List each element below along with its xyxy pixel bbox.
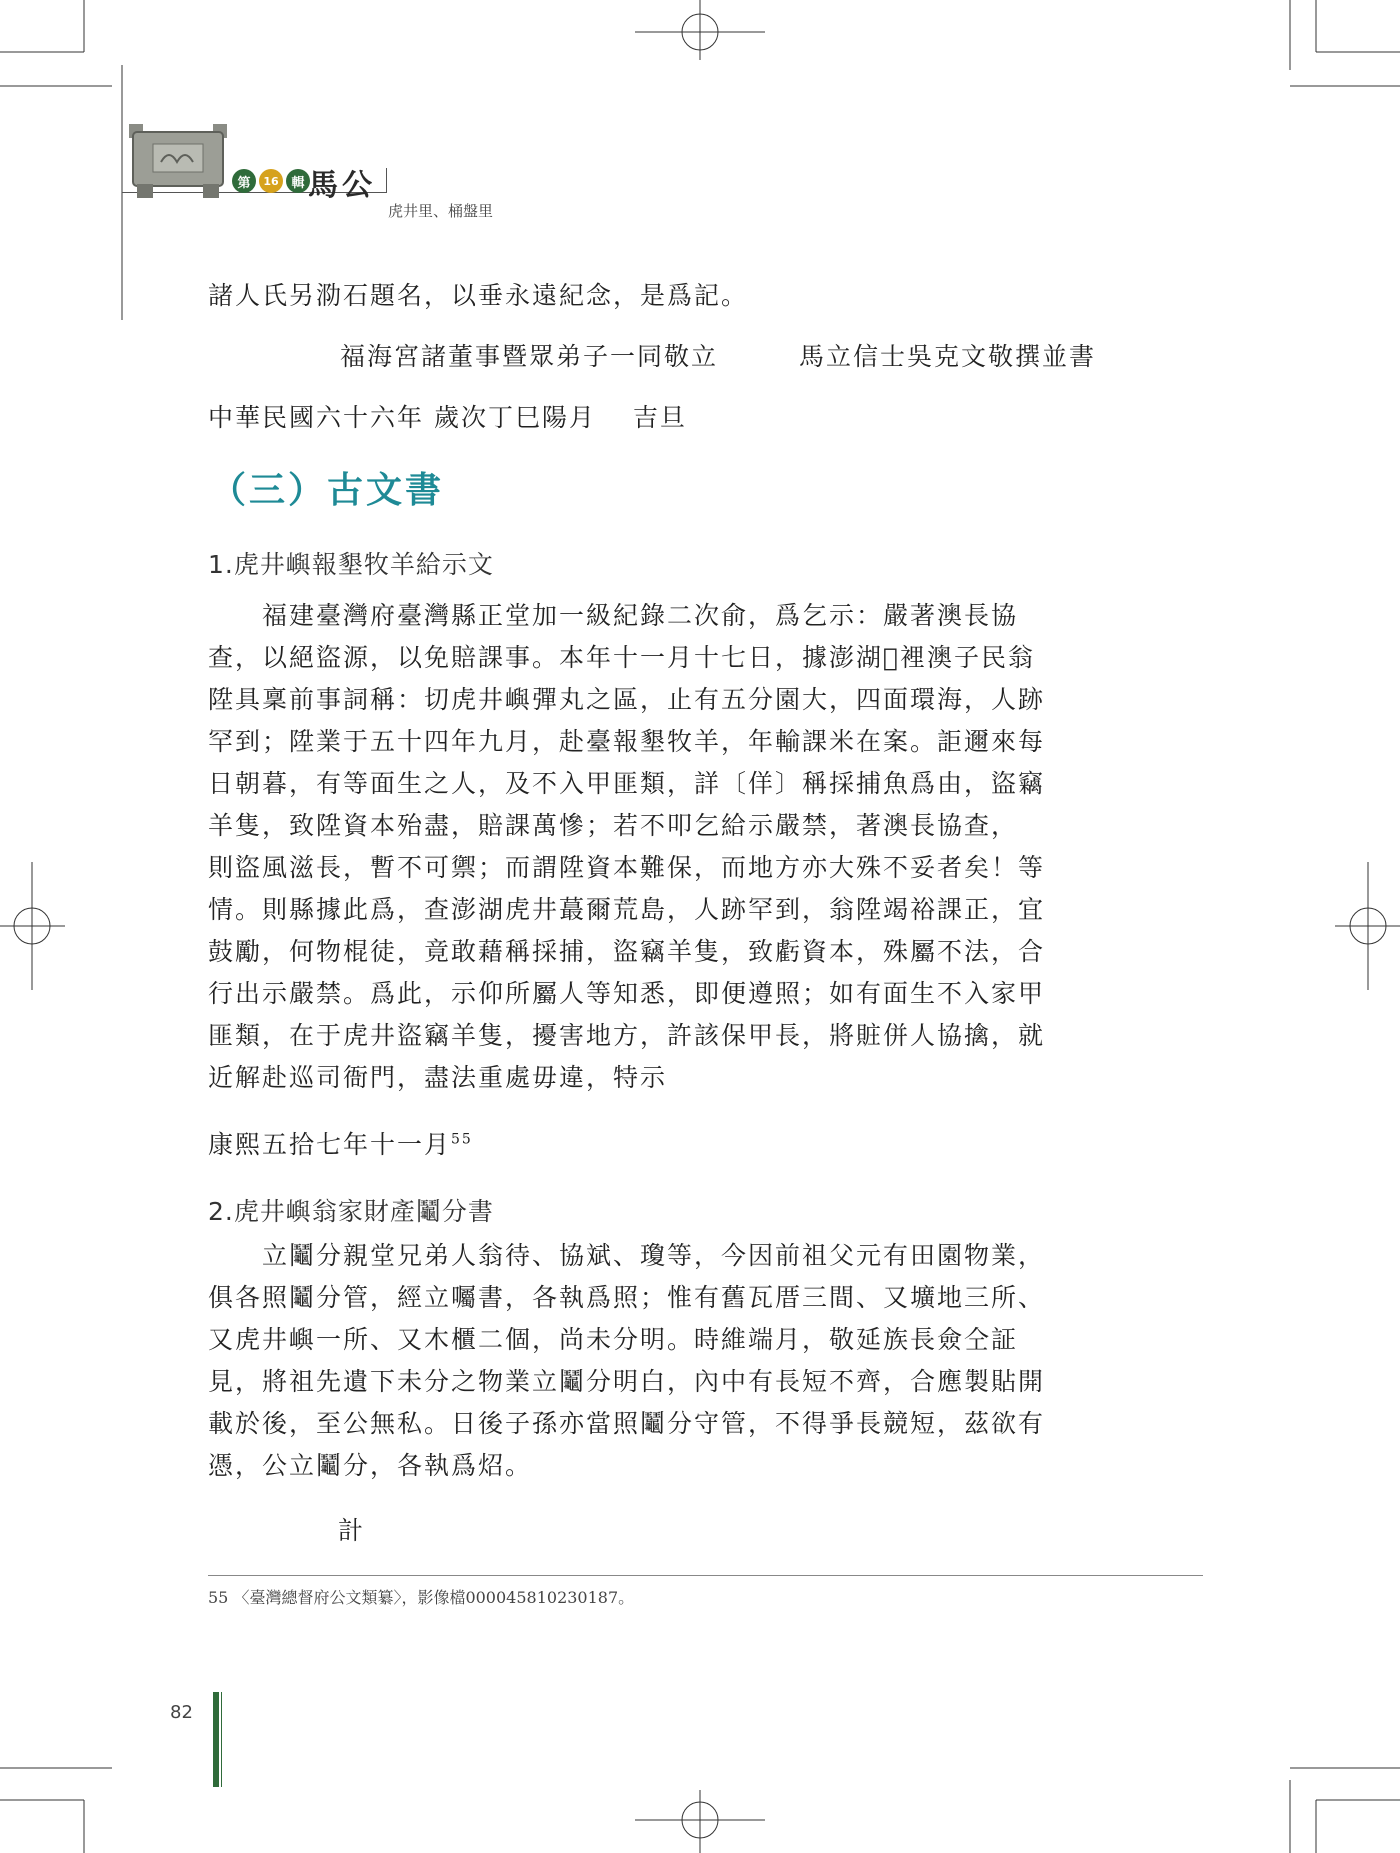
section-title: （三）古文書 [210,470,445,511]
footnote-rule [208,1575,1203,1576]
series-prefix-badge: 第 [232,169,256,193]
doc1-date-text: 康熙五拾七年十一月 [208,1130,452,1159]
doc2-line: 見，將祖先遺下未分之物業立鬮分明白，內中有長短不齊，合應製貼開 [208,1367,1046,1396]
doc1-line: 福建臺灣府臺灣縣正堂加一級紀錄二次俞，爲乞示：嚴著澳長協 [208,601,1019,630]
doc2-line: 又虎井嶼一所、又木櫃二個，尚未分明。時維端月，敬延族長僉仝証 [208,1325,1019,1354]
bronze-vessel-icon [125,122,231,200]
series-number-badge: 16 [259,169,283,193]
doc2-tally: 計 [338,1516,366,1545]
doc2-line: 俱各照鬮分管，經立囑書，各執爲照；惟有舊瓦厝三間、又壙地三所、 [208,1283,1046,1312]
series-suffix-badge: 輯 [286,169,310,193]
header-subtitle: 虎井里、桶盤里 [388,202,494,220]
page-bar-accent [213,1692,219,1787]
doc1-line: 羊隻，致陞資本殆盡，賠課萬慘；若不叩乞給示嚴禁，著澳長協查， [208,811,1019,840]
doc1-date [208,1124,473,1166]
doc1-line: 匪類，在于虎井盜竊羊隻，擾害地方，許該保甲長，將賍併人協擒，就 [208,1021,1046,1050]
doc1-line: 鼓勵，何物棍徒，竟敢藉稱採捕，盜竊羊隻，致虧資本，殊屬不法，合 [208,937,1046,966]
inscription-date: 中華民國六十六年 歲次丁巳陽月 吉旦 [208,403,687,432]
doc2-body [208,1235,1198,1487]
doc2-line: 憑，公立鬮分，各執爲炤。 [208,1451,533,1480]
inscription-signatories: 福海宮諸董事暨眾弟子一同敬立 馬立信士吳克文敬撰並書 [340,342,1097,371]
doc2-line: 載於後，至公無私。日後子孫亦當照鬮分守管，不得爭長競短，茲欲有 [208,1409,1046,1438]
footnote-text: 55 〈臺灣總督府公文類纂〉，影像檔000045810230187。 [208,1588,635,1607]
doc1-line: 日朝暮，有等面生之人，及不入甲匪類，詳〔佯〕稱採捕魚爲由，盜竊 [208,769,1046,798]
doc2-line: 立鬮分親堂兄弟人翁待、協斌、瓊等，今因前祖父元有田園物業， [208,1241,1046,1270]
doc1-line: 近解赴巡司衙門，盡法重處毋違，特示 [208,1063,668,1092]
doc1-line: 罕到；陞業于五十四年九月，赴臺報墾牧羊，年輸課米在案。詎邇來每 [208,727,1046,756]
footnote-ref[interactable]: 55 [451,1131,473,1148]
book-title: 馬公 [308,168,376,203]
doc1-body [208,595,1198,1099]
doc1-line: 則盜風滋長，暫不可禦；而謂陞資本難保，而地方亦大殊不妥者矣！等 [208,853,1046,882]
doc1-line: 陞具稟前事詞稱：切虎井嶼彈丸之區，止有五分園大，四面環海，人跡 [208,685,1046,714]
doc1-line: 查，以絕盜源，以免賠課事。本年十一月十七日，據澎湖𡶛裡澳子民翁 [208,643,1036,672]
series-badge [232,168,310,194]
doc1-title: 1.虎井嶼報墾牧羊給示文 [208,550,494,579]
doc1-line: 情。則縣據此爲，查澎湖虎井蕞爾荒島，人跡罕到，翁陞竭裕課正，宜 [208,895,1046,924]
page-number: 82 [170,1702,193,1723]
doc2-title: 2.虎井嶼翁家財產鬮分書 [208,1197,494,1226]
inscription-closing-line: 諸人氏另泐石題名，以垂永遠紀念，是爲記。 [208,281,749,310]
doc1-line: 行出示嚴禁。爲此，示仰所屬人等知悉，即便遵照；如有面生不入家甲 [208,979,1046,1008]
page-bar-line [221,1692,222,1787]
header-rule-vertical [386,168,387,192]
